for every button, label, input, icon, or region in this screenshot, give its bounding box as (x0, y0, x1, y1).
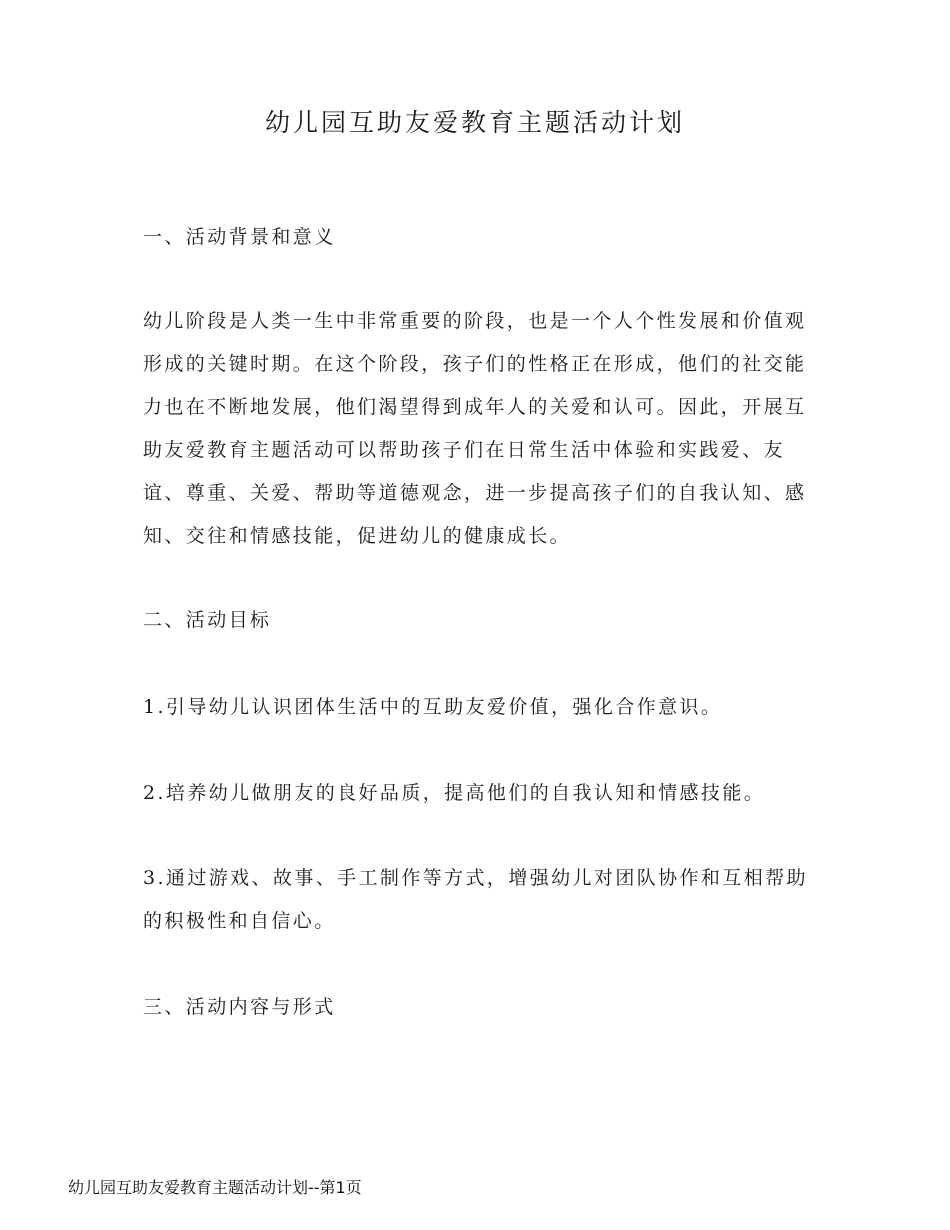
section-heading-goals: 二、活动目标 (143, 609, 272, 631)
goal-item-1: 1.引导幼儿认识团体生活中的互助友爱价值，强化合作意识。 (143, 696, 723, 718)
section-heading-content: 三、活动内容与形式 (143, 996, 336, 1018)
paragraph-background: 幼儿阶段是人类一生中非常重要的阶段，也是一个人个性发展和价值观形成的关键时期。在这个阶段，孩子们的性格正在形成，他们的社交能力也在不断地发展，他们渴望得到成年人的关爱和认可。因此，开展互助友爱教育主题活动可以帮助孩子们在日常生活中体验和实践爱、友谊、尊重、关爱、帮助等道德观念，进一步提高孩子们的自我认知、感知、交往和情感技能，促进幼儿的健康成长。 (143, 310, 807, 547)
page-footer: 幼儿园互助友爱教育主题活动计划--第1页 (68, 1178, 362, 1197)
goal-item-2: 2.培养幼儿做朋友的良好品质，提高他们的自我认知和情感技能。 (143, 782, 766, 804)
section-heading-background: 一、活动背景和意义 (143, 226, 336, 248)
goal-item-3: 3.通过游戏、故事、手工制作等方式，增强幼儿对团队协作和互相帮助的积极性和自信心。 (143, 867, 808, 932)
document-title: 幼儿园互助友爱教育主题活动计划 (264, 108, 685, 137)
